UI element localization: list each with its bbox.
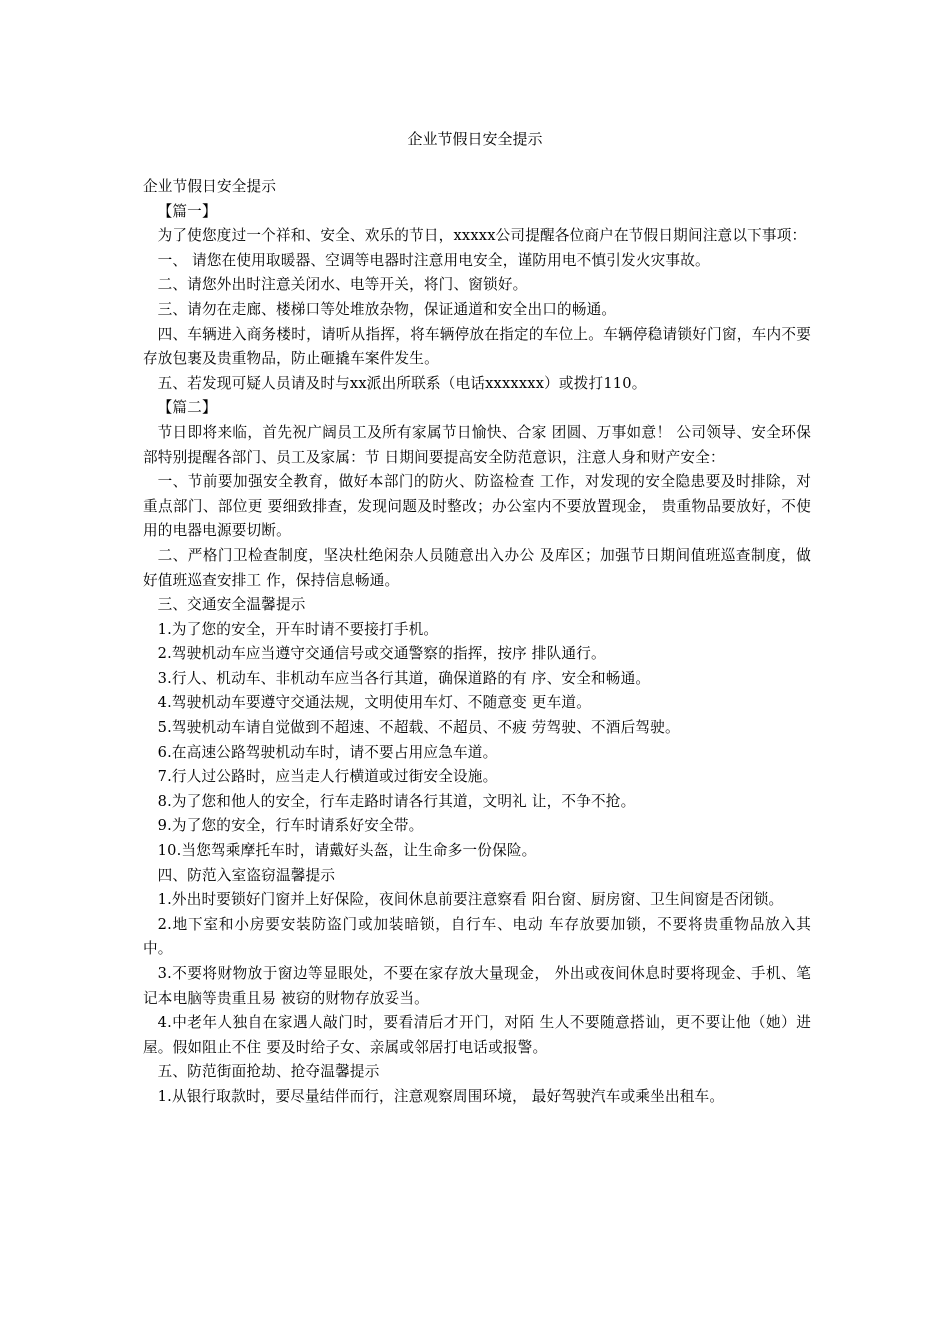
list-item: 5.驾驶机动车请自觉做到不超速、不超载、不超员、不疲 劳驾驶、不酒后驾驶。: [157, 719, 680, 737]
list-item: 1.从银行取款时，要尽量结伴而行，注意观察周围环境， 最好驾驶汽车或乘坐出租车。: [157, 1087, 725, 1105]
list-item: 7.行人过公路时，应当走人行横道或过街安全设施。: [157, 768, 498, 786]
subsection-heading: 四、防范入室盗窃温馨提示: [157, 866, 336, 884]
paragraph: 五、若发现可疑人员请及时与xx派出所联系（电话xxxxxxx）或拨打110。: [157, 374, 647, 392]
list-item: 9.为了您的安全，行车时请系好安全带。: [157, 817, 424, 835]
subsection-heading: 五、防范街面抢劫、抢夺温馨提示: [157, 1063, 380, 1081]
paragraph: 二、严格门卫检查制度，坚决杜绝闲杂人员随意出入办公 及库区；加强节日期间值班巡查制度，做好值班巡查安排工 作，保持信息畅通。: [143, 546, 811, 589]
list-item: 2.地下室和小房要安装防盗门或加装暗锁，自行车、电动 车存放要加锁，不要将贵重物品放入其中。: [143, 915, 811, 958]
body-heading: 企业节假日安全提示: [143, 178, 277, 195]
section-heading-part-two: 【篇二】: [157, 399, 217, 417]
list-item: 3.行人、机动车、非机动车应当各行其道，确保道路的有 序、安全和畅通。: [157, 669, 651, 687]
list-item: 4.中老年人独自在家遇人敲门时，要看清后才开门，对陌 生人不要随意搭讪，更不要让他（她）进屋。假如阻止不住 要及时给子女、亲属或邻居打电话或报警。: [143, 1014, 811, 1056]
paragraph: 为了使您度过一个祥和、安全、欢乐的节日，xxxxx公司提醒各位商户在节假日期间注意以下事项：: [157, 227, 807, 245]
section-heading-part-one: 【篇一】: [157, 202, 217, 220]
list-item: 3.不要将财物放于窗边等显眼处，不要在家存放大量现金， 外出或夜间休息时要将现金、手机、笔记本电脑等贵重且易 被窃的财物存放妥当。: [143, 965, 811, 1007]
list-item: 6.在高速公路驾驶机动车时，请不要占用应急车道。: [157, 743, 498, 761]
document-body: [143, 175, 811, 1110]
list-item: 4.驾驶机动车要遵守交通法规，文明使用车灯、不随意变 更车道。: [157, 694, 591, 712]
paragraph: 二、请您外出时注意关闭水、电等开关，将门、窗锁好。: [157, 276, 528, 294]
list-item: 8.为了您和他人的安全，行车走路时请各行其道，文明礼 让，不争不抢。: [157, 792, 636, 810]
paragraph: 四、车辆进入商务楼时，请听从指挥，将车辆停放在指定的车位上。车辆停稳请锁好门窗，车内不要存放包裹及贵重物品，防止砸撬车案件发生。: [143, 325, 811, 368]
document-title: 企业节假日安全提示: [407, 130, 543, 148]
list-item: 1.为了您的安全，开车时请不要接打手机。: [157, 620, 439, 638]
list-item: 2.驾驶机动车应当遵守交通信号或交通警察的指挥，按序 排队通行。: [157, 645, 606, 663]
paragraph: 一、 请您在使用取暖器、空调等电器时注意用电安全，谨防用电不慎引发火灾事故。: [157, 251, 710, 269]
paragraph: 三、请勿在走廊、楼梯口等处堆放杂物，保证通道和安全出口的畅通。: [157, 300, 617, 318]
subsection-heading: 三、交通安全温馨提示: [157, 596, 306, 614]
list-item: 10.当您驾乘摩托车时，请戴好头盔，让生命多一份保险。: [157, 842, 537, 860]
list-item: 1.外出时要锁好门窗并上好保险，夜间休息前要注意察看 阳台窗、厨房窗、卫生间窗是否闭锁。: [157, 891, 784, 909]
paragraph: 一、节前要加强安全教育，做好本部门的防火、防盗检查 工作，对发现的安全隐患要及时排除，对重点部门、部位更 要细致排查，发现问题及时整改；办公室内不要放置现金， 贵重物品要放好，不使用的电器电源要切断。: [143, 473, 811, 540]
paragraph: 节日即将来临，首先祝广阔员工及所有家属节日愉快、合家 团圆、万事如意！ 公司领导、安全环保部特别提醒各部门、员工及家属：节 日期间要提高安全防范意识，注意人身和财产安全：: [143, 423, 811, 466]
